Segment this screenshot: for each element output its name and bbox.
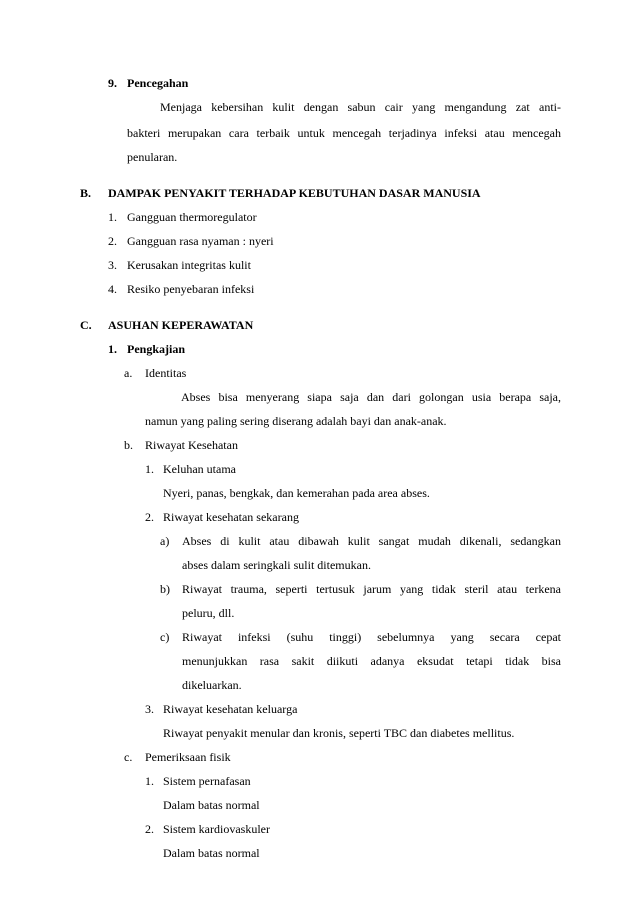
- c1b2b-line-2: peluru, dll.: [182, 606, 235, 620]
- c1-title: Pengkajian: [127, 342, 186, 356]
- c1c1-title: Sistem pernafasan: [163, 774, 251, 788]
- section-9-number: 9.: [108, 76, 117, 90]
- c1b3-number: 3.: [145, 702, 154, 716]
- section-c-letter: C.: [80, 318, 92, 332]
- c1b2a-letter: a): [160, 534, 170, 548]
- c1b2c-line-2: menunjukkan rasa sakit diikuti adanya eksudat tetapi tidak bisa: [182, 654, 561, 668]
- b-item-1-number: 1.: [108, 210, 117, 224]
- c1b3-title: Riwayat kesehatan keluarga: [163, 702, 298, 716]
- c1a-letter: a.: [124, 366, 133, 380]
- c1b2b-line-1: Riwayat trauma, seperti tertusuk jarum yang tidak steril atau terkena: [182, 582, 561, 596]
- c1a-para-line-2: namun yang paling sering diserang adalah bayi dan anak-anak.: [145, 414, 447, 428]
- b-item-1-text: Gangguan thermoregulator: [127, 210, 257, 224]
- b-item-3-text: Kerusakan integritas kulit: [127, 258, 251, 272]
- c1b2-number: 2.: [145, 510, 154, 524]
- b-item-2-number: 2.: [108, 234, 117, 248]
- c1b2a-line-1: Abses di kulit atau dibawah kulit sangat mudah dikenali, sedangkan: [182, 534, 561, 548]
- c1b1-number: 1.: [145, 462, 154, 476]
- b-item-3-number: 3.: [108, 258, 117, 272]
- b-item-4-text: Resiko penyebaran infeksi: [127, 282, 255, 296]
- b-item-4-number: 4.: [108, 282, 117, 296]
- c1b2c-line-1: Riwayat infeksi (suhu tinggi) sebelumnya yang secara cepat: [182, 630, 561, 644]
- c1b2-title: Riwayat kesehatan sekarang: [163, 510, 299, 524]
- c1b-letter: b.: [124, 438, 133, 452]
- section-b-title: DAMPAK PENYAKIT TERHADAP KEBUTUHAN DASAR MANUSIA: [108, 186, 481, 200]
- section-9-para-line-2: bakteri merupakan cara terbaik untuk mencegah terjadinya infeksi atau mencegah: [127, 126, 561, 140]
- c1-number: 1.: [108, 342, 117, 356]
- section-9-para-line-1: Menjaga kebersihan kulit dengan sabun cair yang mengandung zat anti-: [160, 100, 561, 114]
- c1a-title: Identitas: [145, 366, 187, 380]
- c1c1-number: 1.: [145, 774, 154, 788]
- c1c1-text: Dalam batas normal: [163, 798, 260, 812]
- c1b2c-letter: c): [160, 630, 170, 644]
- section-9-para-line-3: penularan.: [127, 150, 178, 164]
- c1b2b-letter: b): [160, 582, 170, 596]
- c1b2c-line-3: dikeluarkan.: [182, 678, 242, 692]
- section-c-title: ASUHAN KEPERAWATAN: [108, 318, 254, 332]
- c1c-title: Pemeriksaan fisik: [145, 750, 231, 764]
- c1a-para-line-1: Abses bisa menyerang siapa saja dan dari golongan usia berapa saja,: [181, 390, 561, 404]
- c1c2-text: Dalam batas normal: [163, 846, 260, 860]
- b-item-2-text: Gangguan rasa nyaman : nyeri: [127, 234, 274, 248]
- c1c2-title: Sistem kardiovaskuler: [163, 822, 270, 836]
- c1b-title: Riwayat Kesehatan: [145, 438, 238, 452]
- c1c-letter: c.: [124, 750, 133, 764]
- section-9-title: Pencegahan: [127, 76, 189, 90]
- c1b2a-line-2: abses dalam seringkali sulit ditemukan.: [182, 558, 371, 572]
- c1b3-text: Riwayat penyakit menular dan kronis, seperti TBC dan diabetes mellitus.: [163, 726, 515, 740]
- section-b-letter: B.: [80, 186, 92, 200]
- c1c2-number: 2.: [145, 822, 154, 836]
- c1b1-title: Keluhan utama: [163, 462, 236, 476]
- c1b1-text: Nyeri, panas, bengkak, dan kemerahan pada area abses.: [163, 486, 430, 500]
